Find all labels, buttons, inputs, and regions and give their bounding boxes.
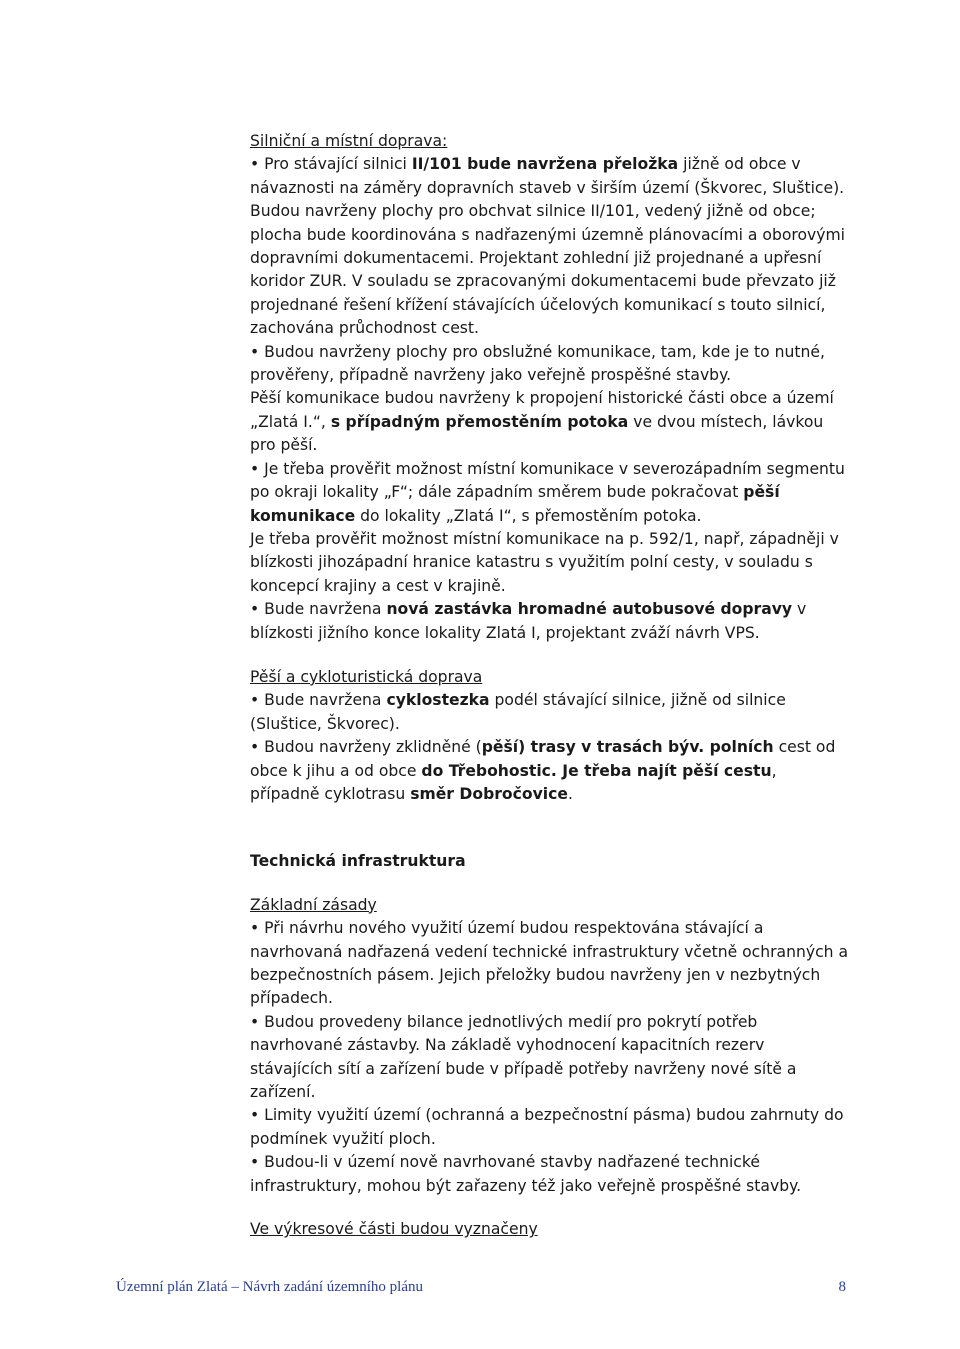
text-run: . xyxy=(567,784,573,803)
text-run: v blízkosti jižního konce lokality Zlatá I, projektant zváží návrh VPS. xyxy=(250,600,807,642)
section-heading-technical-infrastructure: Technická infrastruktura xyxy=(250,852,466,871)
text-run: , případně cyklotrasu xyxy=(250,761,777,803)
text-run-bold: směr Dobročovice xyxy=(410,784,568,803)
bullet-local-road-northwest xyxy=(250,458,850,528)
paragraph-pedestrian-roads xyxy=(250,387,850,457)
bullet-respect-infrastructure: • Při návrhu nového využití území budou respektována stávající a navrhovaná nadřazená vedení technické infrastruktury včetně ochranných a bezpečnostních pásem. Jejich přeložky budou navrženy jen v nezbytných případech. xyxy=(250,919,849,1008)
text-run-bold: cyklostezka xyxy=(386,691,490,710)
text-run: • Pro stávající silnici xyxy=(250,155,412,174)
text-run: • Je třeba prověřit možnost místní komunikace v severozápadním segmentu po okraji lokality „F“; dále západním směrem bude pokračovat xyxy=(250,459,845,502)
text-run: podél stávající silnice, jižně od silnice (Sluštice, Škvorec). xyxy=(250,691,786,733)
bullet-bus-stop xyxy=(250,598,850,645)
bullet-media-balance: • Budou provedeny bilance jednotlivých medií pro pokrytí potřeb navrhované zástavby. Na základě vyhodnocení kapacitních rezerv stávajících sítí a zařízení bude v případě potřeby navrženy nové sítě a zařízení. xyxy=(250,1012,797,1102)
text-run: do lokality „Zlatá I“, s přemostěním potoka. xyxy=(355,506,702,525)
bullet-land-use-limits: • Limity využití území (ochranná a bezpečnostní pásma) budou zahrnuty do podmínek využití ploch. xyxy=(250,1106,844,1148)
bullet-calmed-routes xyxy=(250,736,850,806)
text-run: ve dvou místech, lávkou pro pěší. xyxy=(250,412,824,455)
bullet-road-bypass xyxy=(250,153,850,340)
page-number: 8 xyxy=(838,1279,846,1295)
bullet-service-roads: • Budou navrženy plochy pro obslužné komunikace, tam, kde je to nutné, prověřeny, případně navrženy jako veřejně prospěšné stavby. xyxy=(250,342,825,385)
text-run-bold: II/101 bude navržena přeložka xyxy=(411,155,679,174)
paragraph-local-road-parcel: Je třeba prověřit možnost místní komunikace na p. 592/1, např, západněji v blízkosti jihozápadní hranice katastru s využitím polní cesty, v souladu s koncepcí krajiny a cest v krajině. xyxy=(250,529,839,595)
footer-title: Územní plán Zlatá – Návrh zadání územního plánu xyxy=(116,1279,423,1295)
text-run: • Budou navrženy zklidněné ( xyxy=(250,738,482,757)
text-run-bold: pěší) trasy v trasách býv. polních xyxy=(481,738,774,757)
section-heading-drawing-part: Ve výkresové části budou vyznačeny xyxy=(250,1220,538,1239)
bullet-cycle-path xyxy=(250,689,850,736)
spacer xyxy=(250,806,850,850)
section-heading-road-transport: Silniční a místní doprava: xyxy=(250,132,448,150)
text-run: • Bude navržena xyxy=(250,600,387,619)
text-run: Pěší komunikace budou navrženy k propojení historické části obce a území „Zlatá I.“, xyxy=(250,389,834,431)
spacer xyxy=(250,874,850,894)
section-heading-pedestrian-cycling: Pěší a cykloturistická doprava xyxy=(250,667,483,686)
text-run-bold: pěší komunikace xyxy=(250,483,780,525)
bullet-public-benefit-structures: • Budou-li v území nově navrhované stavby nadřazené technické infrastruktury, mohou být zařazeny též jako veřejně prospěšné stavby. xyxy=(250,1153,802,1195)
text-run-bold: do Třebohostic. Je třeba najít pěší cestu xyxy=(421,761,772,780)
section-heading-basic-principles: Základní zásady xyxy=(250,895,377,914)
text-run-bold: nová zastávka hromadné autobusové dopravy xyxy=(386,600,793,619)
spacer xyxy=(250,1198,850,1218)
spacer xyxy=(250,645,850,666)
text-run: cest od obce k jihu a od obce xyxy=(250,738,836,780)
text-run: • Bude navržena xyxy=(250,691,387,710)
text-run: jižně od obce v návaznosti na záměry dopravních staveb v širším území (Škvorec, Sluštice). Budou navrženy plochy pro obchvat silnice II/101, vedený jižně od obce; plocha bude koordinována s nadřazenými územně plánovacími a oborovými dopravními dokumentacemi. Projektant zohlední již projednané a upřesní koridor ZUR. V souladu se zpracovanými dokumentacemi bude převzato již projednané řešení křížení stávajících účelových komunikací s touto silnicí, zachována průchodnost cest. xyxy=(250,155,845,338)
text-run-bold: s případným přemostěním potoka xyxy=(330,412,629,431)
document-body xyxy=(250,130,850,1241)
